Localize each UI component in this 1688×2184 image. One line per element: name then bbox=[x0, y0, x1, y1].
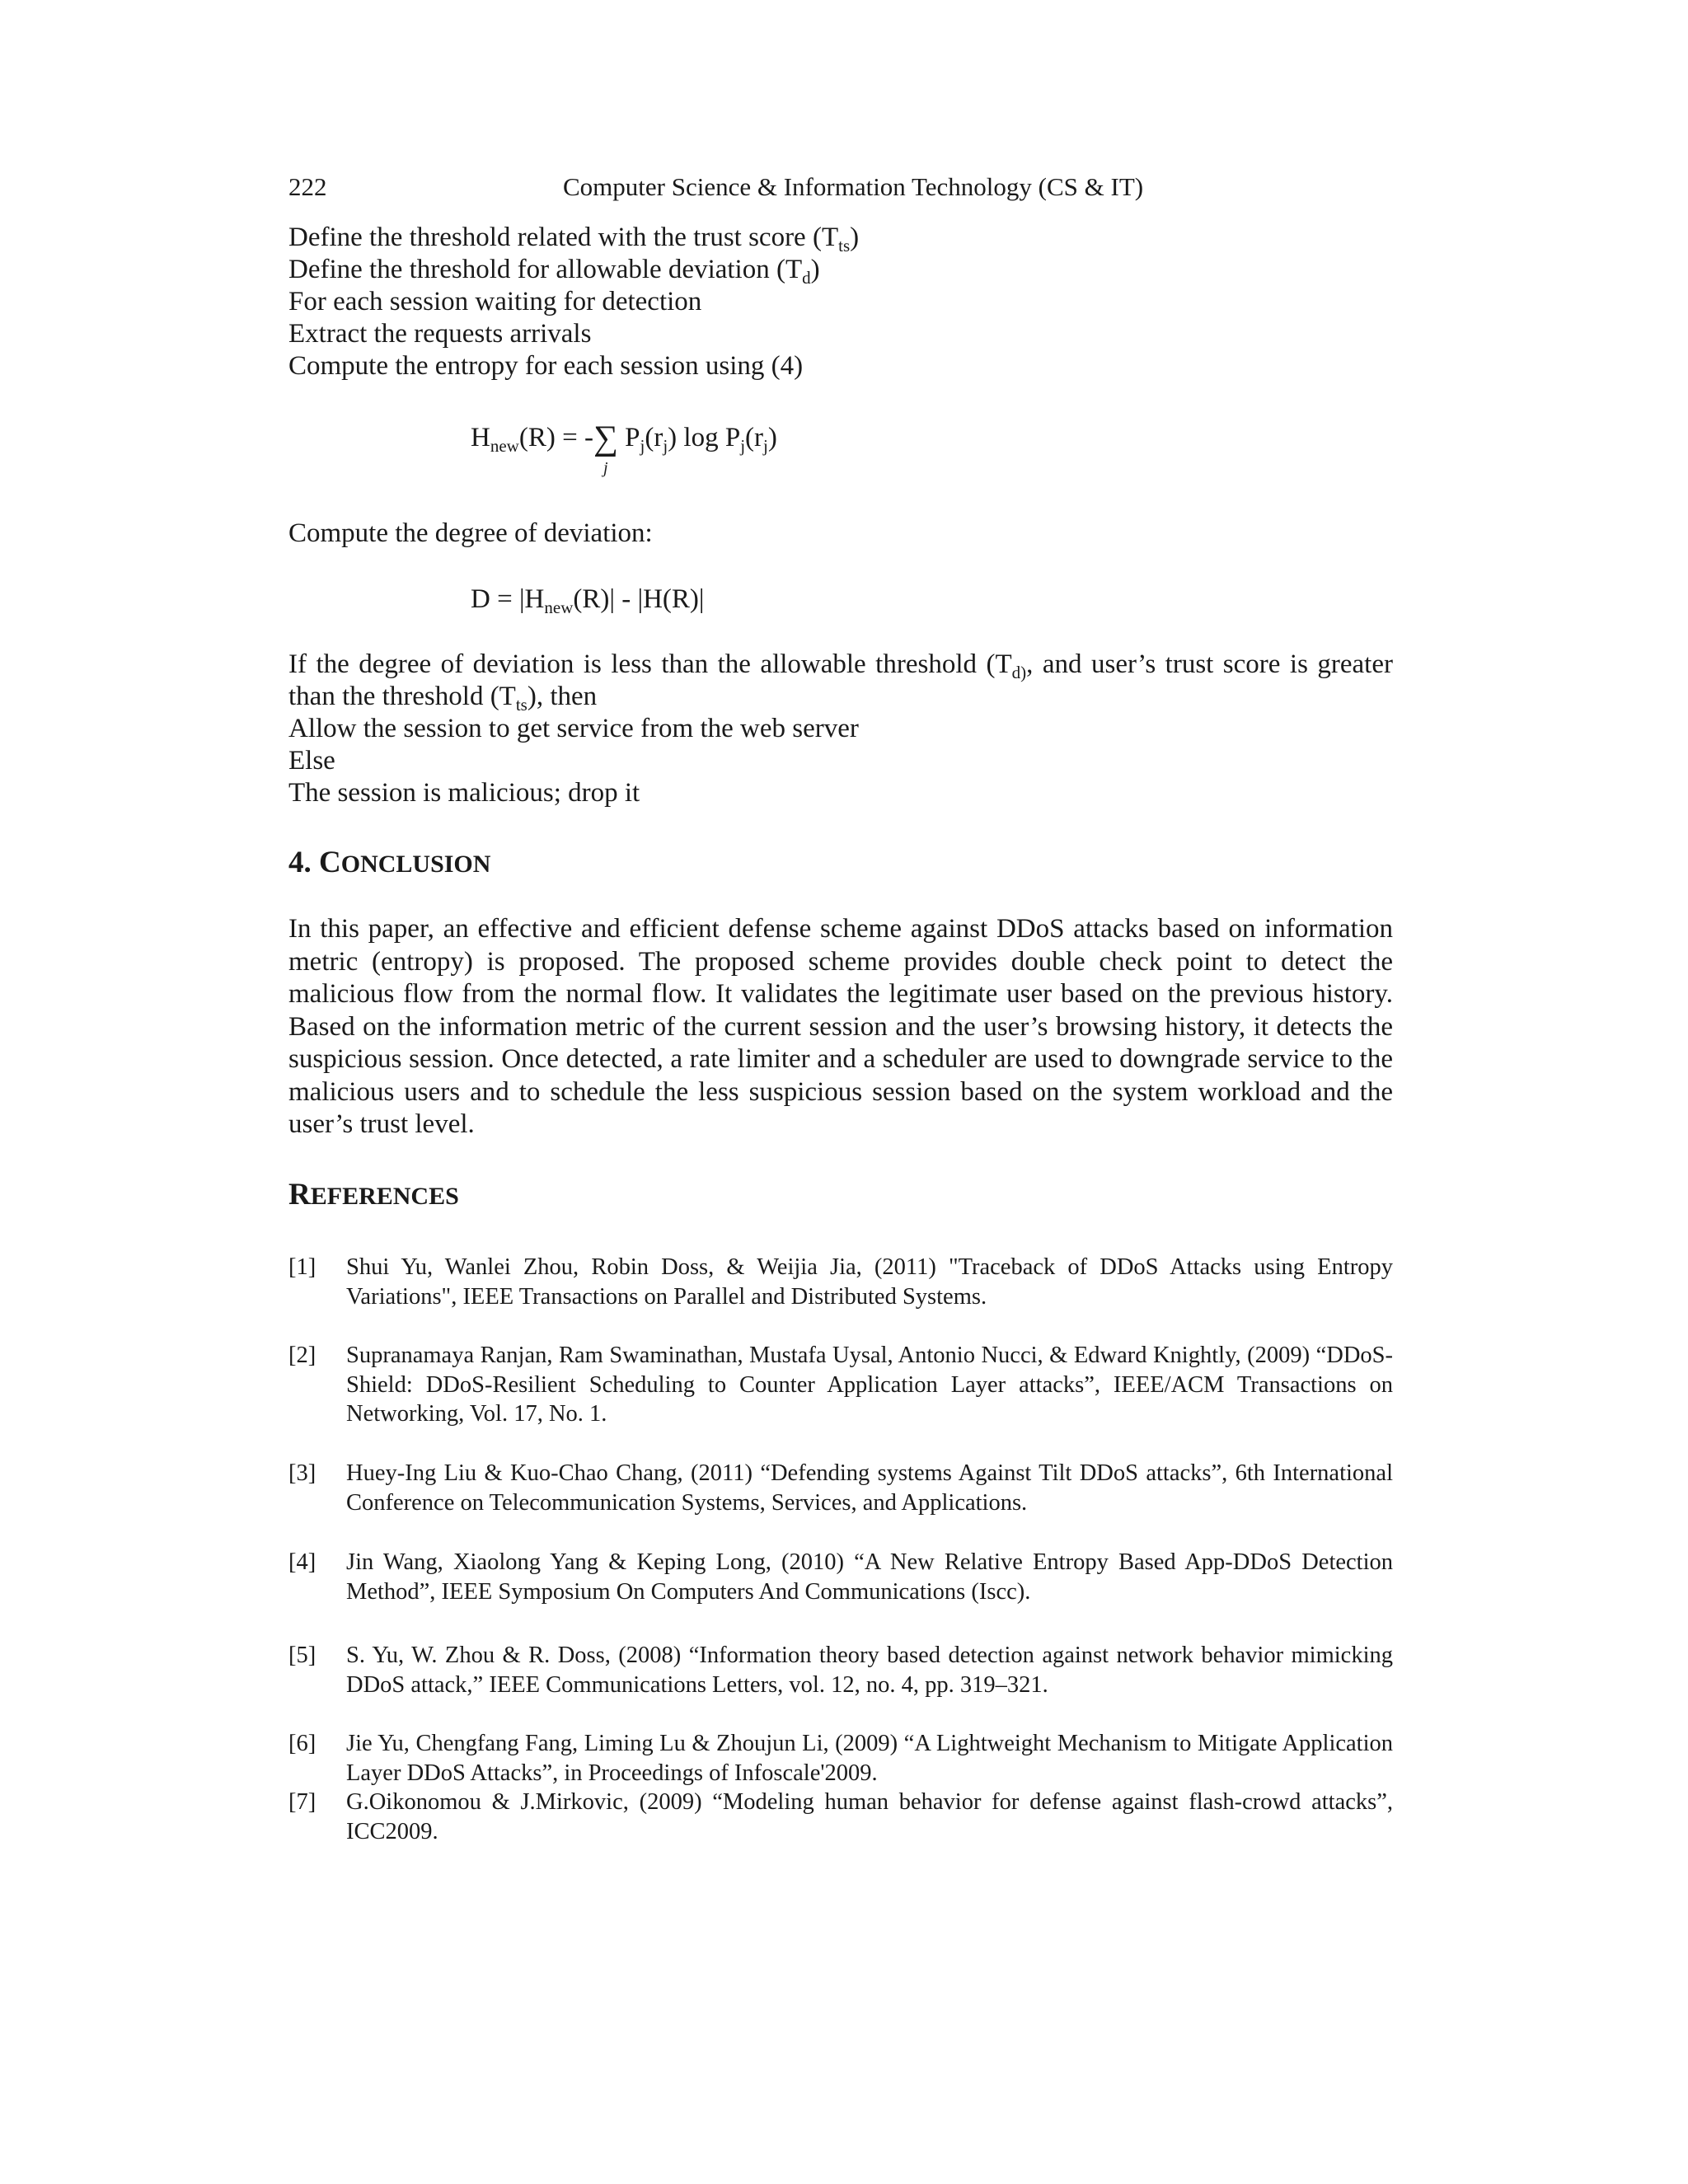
algorithm-line-6: Compute the degree of deviation: bbox=[288, 518, 653, 548]
algorithm-line-7: Allow the session to get service from the web server bbox=[288, 714, 859, 743]
algorithm-line-4: Extract the requests arrivals bbox=[288, 319, 592, 349]
algorithm-line-2: Define the threshold for allowable deviation $(T_d)$ bbox=[288, 255, 820, 288]
section-heading-references: REFERENCES bbox=[288, 1178, 459, 1212]
reference-item: [7] G.Oikonomou & J.Mirkovic, (2009) “Modeling human behavior for defense against flash-crowd attacks”, ICC2009. bbox=[288, 1789, 1393, 1844]
summation-index: j bbox=[603, 459, 608, 477]
reference-item: [4] Jin Wang, Xiaolong Yang & Keping Long, (2010) “A New Relative Entropy Based App-DDoS Detection Method”, IEEE Symposium On Computers And Communications (Iscc). bbox=[288, 1549, 1393, 1605]
conclusion-paragraph: In this paper, an effective and efficient defense scheme against DDoS attacks based on information metric (entropy) is proposed. The proposed scheme provides double check point to detect the malicious flow from the normal flow. It validates the legitimate user based on the previous history. Based on the information metric of the current session and the user’s browsing history, it detects the suspicious session. Once detected, a rate limiter and a scheduler are used to downgrade service to the malicious users and to schedule the less suspicious session based on the system workload and the user’s trust level. bbox=[288, 914, 1393, 1139]
condition-line-1: If the degree of deviation is less than the allowable threshold ($T_{d)}$, and user’s trust score is greater bbox=[288, 649, 1393, 682]
reference-item: [2] Supranamaya Ranjan, Ram Swaminathan, Mustafa Uysal, Antonio Nucci, & Edward Knightly, (2009) “DDoS-Shield: DDoS-Resilient Scheduling to Counter Application Layer attacks”, IEEE/ACM Transactions on Networking, Vol. 17, No. 1. bbox=[288, 1343, 1393, 1427]
algorithm-line-8: Else bbox=[288, 746, 335, 776]
condition-line-2: than the threshold $(T_{ts})$, then bbox=[288, 682, 598, 715]
reference-item: [6] Jie Yu, Chengfang Fang, Liming Lu & Zhoujun Li, (2009) “A Lightweight Mechanism to Mitigate Application Layer DDoS Attacks”, in Proceedings of Infoscale'2009. bbox=[288, 1731, 1393, 1786]
summation-sign: ∑ bbox=[593, 419, 618, 457]
reference-item: [3] Huey-Ing Liu & Kuo-Chao Chang, (2011) “Defending systems Against Tilt DDoS attacks”, 6th International Conference on Telecommunication Systems, Services, and Applications. bbox=[288, 1460, 1393, 1516]
algorithm-line-1: Define the threshold related with the trust score $(T_{ts})$ bbox=[288, 223, 860, 255]
algorithm-line-3: For each session waiting for detection bbox=[288, 287, 702, 316]
running-header-title: Computer Science & Information Technology (CS & IT) bbox=[563, 172, 1144, 201]
entropy-equation: $H_{new}(R)$ = -∑ $P_j(r_j)$ $\log P_j(r_j)$ bbox=[471, 419, 777, 457]
algorithm-line-5: Compute the entropy for each session using (4) bbox=[288, 351, 804, 381]
reference-item: [1] Shui Yu, Wanlei Zhou, Robin Doss, & Weijia Jia, (2011) "Traceback of DDoS Attacks using Entropy Variations", IEEE Transactions on Parallel and Distributed Systems. bbox=[288, 1254, 1393, 1310]
page-number: 222 bbox=[288, 172, 327, 201]
section-heading-conclusion: 4. CONCLUSION bbox=[288, 846, 491, 879]
reference-item: [5] S. Yu, W. Zhou & R. Doss, (2008) “Information theory based detection against network behavior mimicking DDoS attack,” IEEE Communications Letters, vol. 12, no. 4, pp. 319–321. bbox=[288, 1643, 1393, 1698]
algorithm-line-9: The session is malicious; drop it bbox=[288, 778, 640, 808]
deviation-equation: $D = |H_{new}(R)| - |H(R)|$ bbox=[471, 584, 705, 617]
